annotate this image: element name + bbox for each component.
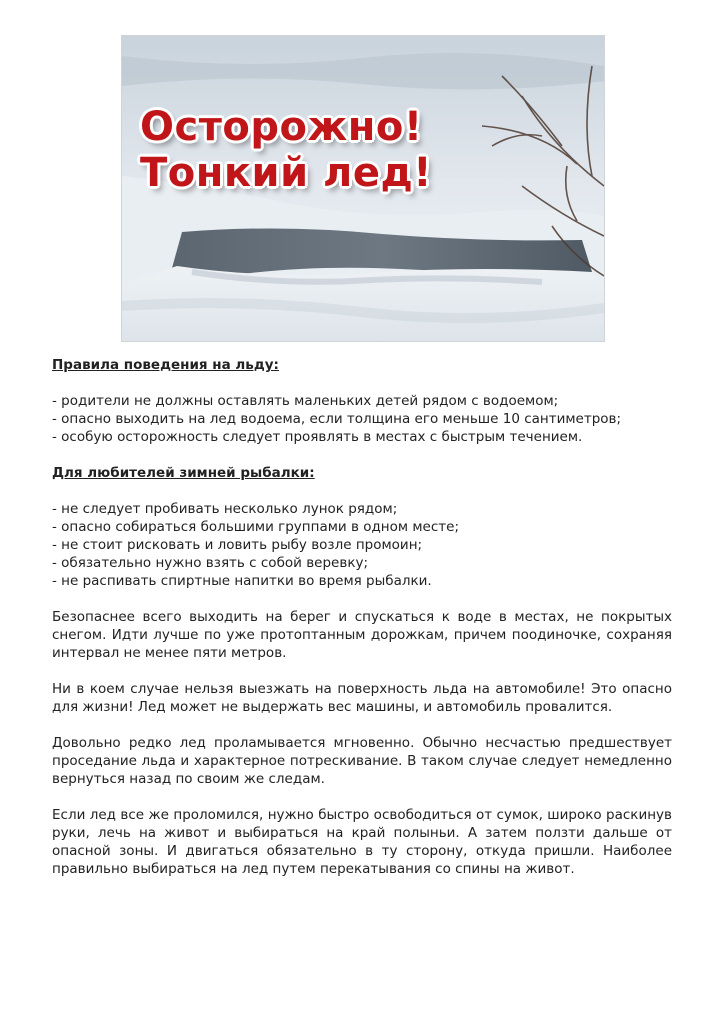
banner-title-line1: Осторожно! — [140, 104, 423, 150]
list-item: - не следует пробивать несколько лунок рядом; — [52, 501, 398, 517]
list-item: - особую осторожность следует проявлять в местах с быстрым течением. — [52, 429, 583, 445]
section-heading-ice-rules: Правила поведения на льду: — [52, 357, 279, 373]
list-item: - родители не должны оставлять маленьких детей рядом с водоемом; — [52, 393, 559, 409]
section-heading-fishing: Для любителей зимней рыбалки: — [52, 465, 315, 481]
list-item: - опасно собираться большими группами в одном месте; — [52, 519, 460, 535]
banner-title — [140, 104, 432, 196]
fishing-rules-list — [52, 500, 672, 590]
list-item: - не распивать спиртные напитки во время рыбалки. — [52, 573, 432, 589]
ice-rules-list — [52, 392, 672, 446]
banner-title-line2: Тонкий лед! — [140, 150, 433, 196]
paragraph: Если лед все же проломился, нужно быстро освободиться от сумок, широко раскинув руки, лечь на живот и выбираться на край полыньи. А затем ползти дальше от опасной зоны. И двигаться обязательно в ту сторону, откуда пришли. Наиболее правильно выбираться на лед путем перекатывания со спины на живот. — [52, 807, 672, 877]
paragraph: Ни в коем случае нельзя выезжать на поверхность льда на автомобиле! Это опасно для жизни! Лед может не выдержать вес машины, и автомобиль провалится. — [52, 681, 672, 715]
paragraph: Безопаснее всего выходить на берег и спускаться к воде в местах, не покрытых снегом. Идти лучше по уже протоптанным дорожкам, причем поодиночке, сохраняя интервал не менее пяти метров. — [52, 609, 672, 661]
list-item: - обязательно нужно взять с собой веревку; — [52, 555, 369, 571]
list-item: - не стоит рисковать и ловить рыбу возле промоин; — [52, 537, 423, 553]
paragraph: Довольно редко лед проламывается мгновенно. Обычно несчастью предшествует проседание льда и характерное потрескивание. В таком случае следует немедленно вернуться назад по своим же следам. — [52, 735, 672, 787]
list-item: - опасно выходить на лед водоема, если толщина его меньше 10 сантиметров; — [52, 411, 622, 427]
article-body — [52, 356, 672, 896]
warning-banner-image — [121, 35, 605, 342]
